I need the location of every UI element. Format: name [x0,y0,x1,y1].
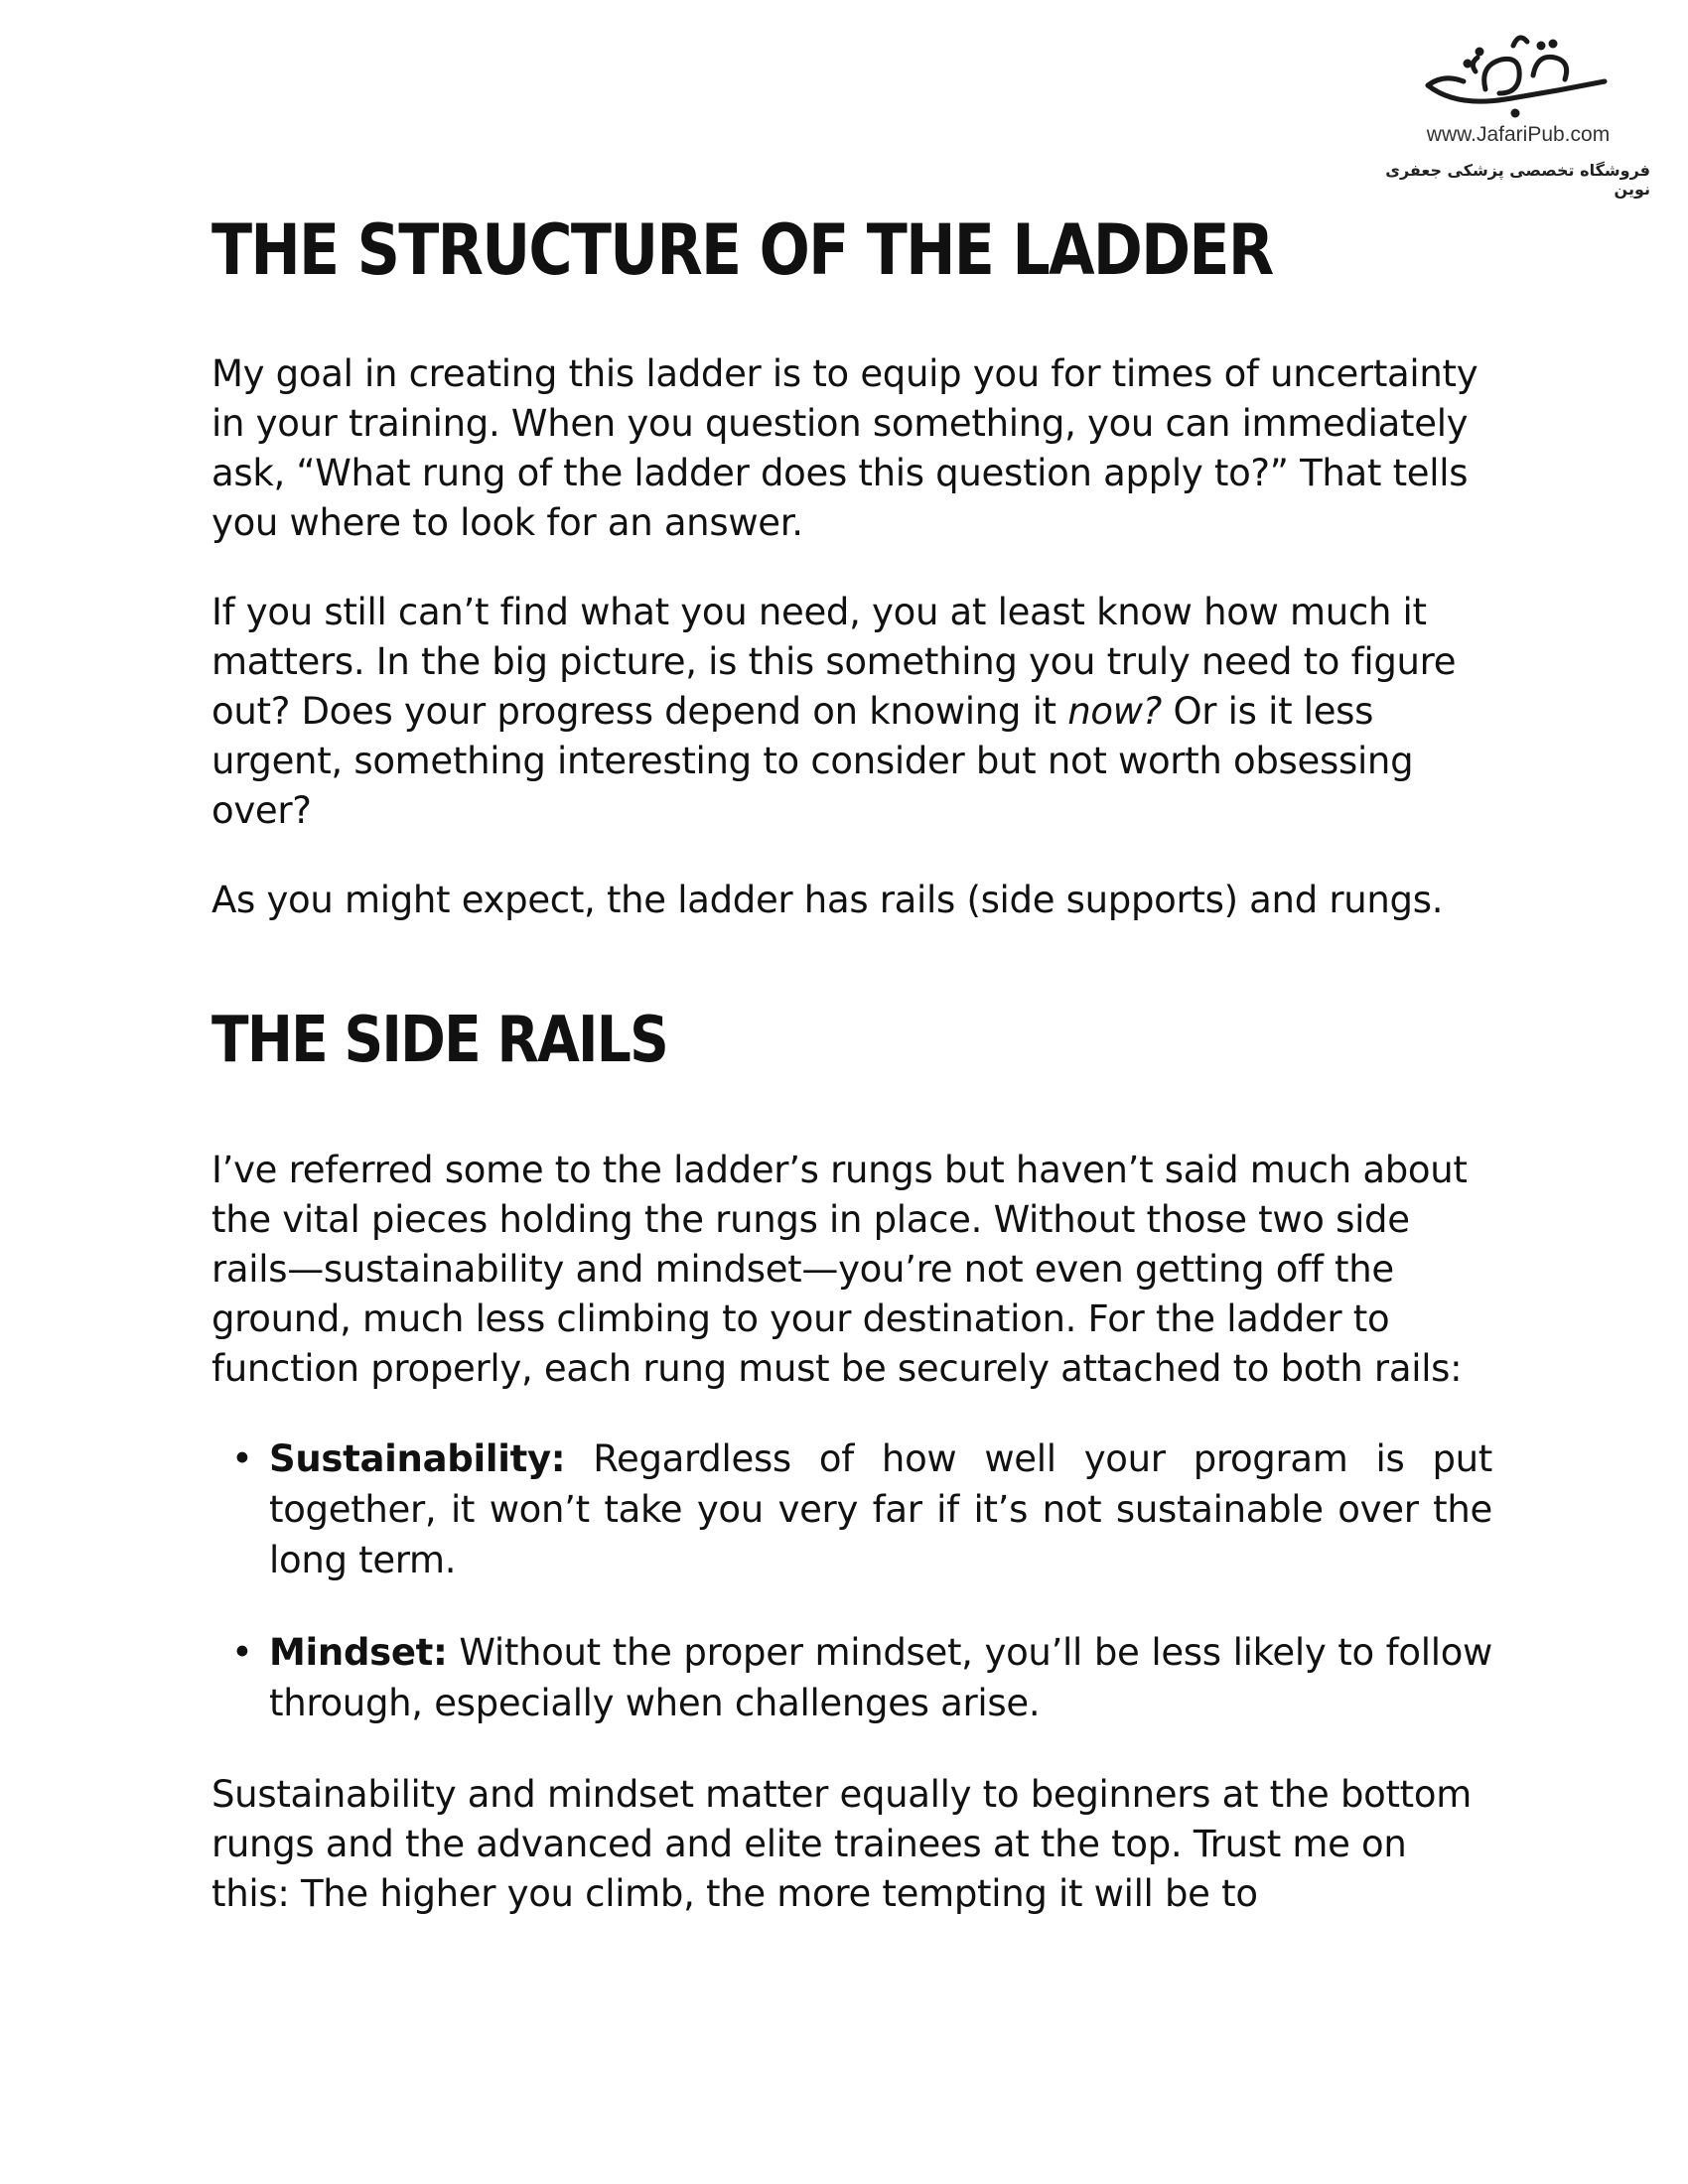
jafaripub-logo-icon [1416,24,1615,123]
publisher-tagline: فروشگاه تخصصی پزشکی جعفری نوین [1385,161,1650,199]
term-sustainability: Sustainability: [269,1437,566,1480]
page-content [211,199,1492,1959]
publisher-url: www.JafariPub.com [1426,123,1611,146]
paragraph-still-cant-find-start: If you still can’t find what you need, you at least know how much it matters. In the big picture, is this something you truly need to figure out? Does your progress depend on knowing it [211,591,1457,733]
definition-sustainability: Regardless of how well your program is put together, it won’t take you very far if it’s not sustainable over the long term. [269,1437,1492,1581]
list-item-mindset [211,1627,1492,1728]
paragraph-rails-and-rungs: As you might expect, the ladder has rails (side supports) and rungs. [211,879,1444,921]
bullet-icon: • [231,1437,253,1480]
paragraph-side-rails-intro: I’ve referred some to the ladder’s rungs but haven’t said much about the vital pieces holding the rungs in place. Without those two side rails—sustainability and mindset—you’re not even getting off the ground, much less climbing to your destination. For the ladder to function properly, each rung must be securely attached to both rails: [211,1149,1468,1390]
publisher-logo [1374,24,1672,199]
bullet-icon: • [231,1631,253,1674]
paragraph-goal: My goal in creating this ladder is to equip you for times of uncertainty in your training. When you question something, you can immediately ask, “What rung of the ladder does this question apply to?” That tells you where to look for an answer. [211,352,1478,544]
paragraph-sustainability-mindset: Sustainability and mindset matter equally to beginners at the bottom rungs and the advanced and elite trainees at the top. Trust me on this: The higher you climb, the more tempting it will be to [211,1773,1472,1915]
rails-list [211,1433,1492,1728]
emphasis-now: now? [1067,690,1163,733]
paragraph-still-cant-find [211,588,1492,836]
term-mindset: Mindset: [269,1631,448,1674]
list-item-sustainability [211,1433,1492,1585]
definition-mindset: Without the proper mindset, you’ll be less likely to follow through, especially when challenges arise. [269,1631,1492,1724]
paragraph-still-cant-find-end: Or is it less urgent, something interesting to consider but not worth obsessing over? [211,690,1414,832]
heading-structure-of-ladder: THE STRUCTURE OF THE LADDER [211,209,1273,291]
heading-side-rails: THE SIDE RAILS [211,1004,668,1077]
